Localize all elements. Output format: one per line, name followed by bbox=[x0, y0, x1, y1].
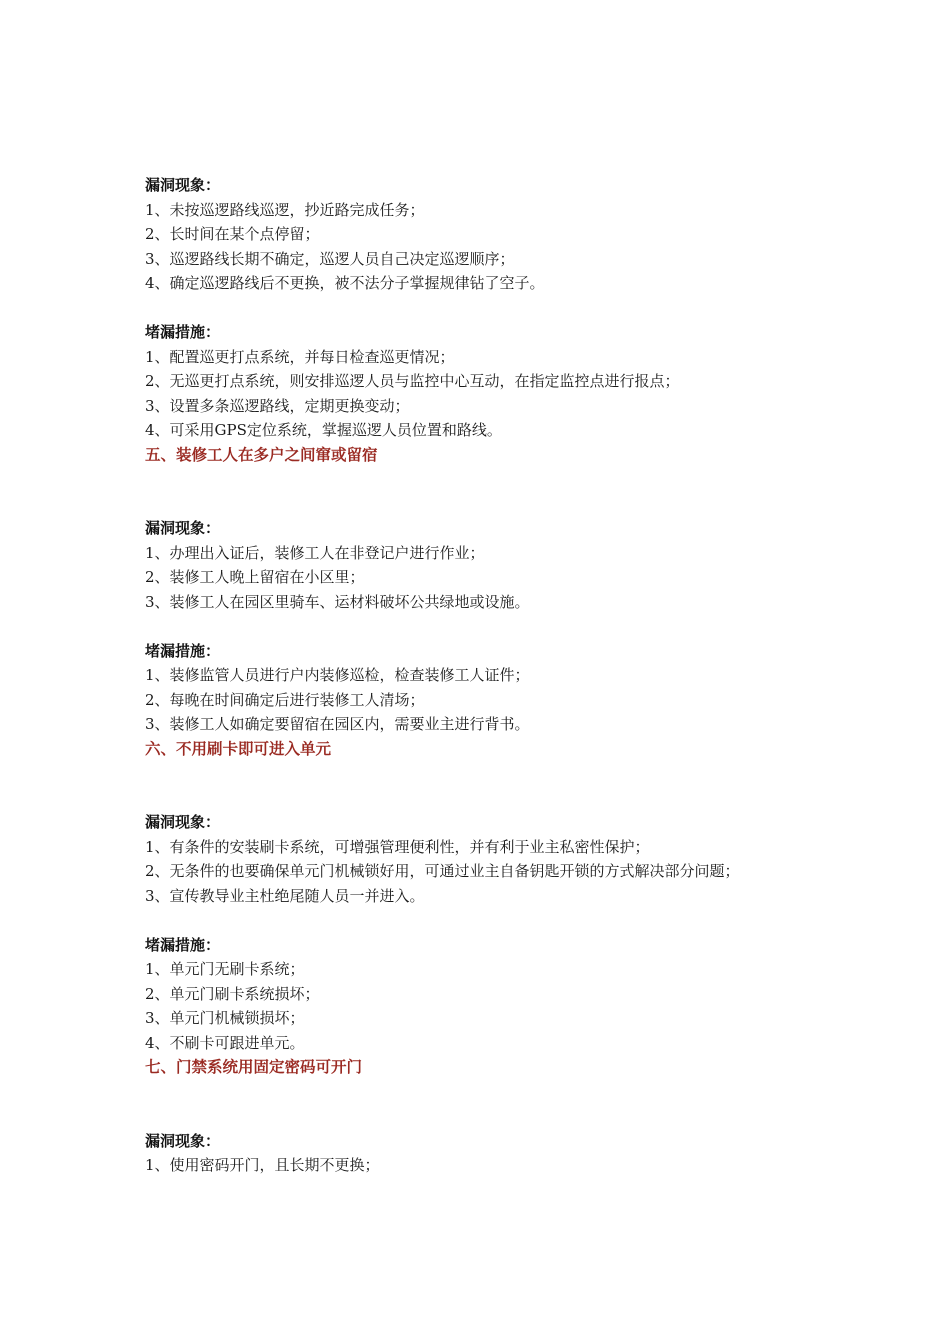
list-item: 4、不刷卡可跟进单元。 bbox=[145, 1033, 305, 1052]
list-item: 2、装修工人晚上留宿在小区里； bbox=[145, 568, 365, 586]
spacer bbox=[145, 761, 825, 810]
list-item: 1、装修监管人员进行户内装修巡检，检查装修工人证件； bbox=[145, 666, 530, 684]
spacer bbox=[145, 467, 825, 516]
list-item: 4、可采用GPS定位系统，掌握巡逻人员位置和路线。 bbox=[145, 421, 502, 439]
list-item: 2、单元门刷卡系统损坏； bbox=[145, 984, 320, 1003]
section-heading: 六、不用刷卡即可进入单元 bbox=[145, 739, 332, 758]
phenomenon-label: 漏洞现象： bbox=[145, 176, 221, 194]
list-item: 1、有条件的安装刷卡系统，可增强管理便利性，并有利于业主私密性保护； bbox=[145, 837, 650, 856]
list-item: 3、设置多条巡逻路线，定期更换变动； bbox=[145, 396, 410, 415]
phenomenon-label: 漏洞现象： bbox=[145, 813, 221, 831]
measures-label: 堵漏措施： bbox=[145, 935, 221, 954]
phenomenon-label: 漏洞现象： bbox=[145, 1131, 221, 1150]
list-item: 1、未按巡逻路线巡逻，抄近路完成任务； bbox=[145, 200, 425, 219]
section-5 bbox=[145, 443, 825, 737]
measures-label: 堵漏措施： bbox=[145, 323, 221, 341]
list-item: 3、装修工人在园区里骑车、运材料破坏公共绿地或设施。 bbox=[145, 592, 530, 611]
list-item: 2、无巡更打点系统，则安排巡逻人员与监控中心互动，在指定监控点进行报点； bbox=[145, 372, 680, 390]
list-item: 3、单元门机械锁损坏； bbox=[145, 1009, 305, 1027]
section-6 bbox=[145, 737, 825, 1056]
list-item: 3、巡逻路线长期不确定，巡逻人员自己决定巡逻顺序； bbox=[145, 249, 515, 268]
list-item: 4、确定巡逻路线后不更换，被不法分子掌握规律钻了空子。 bbox=[145, 274, 545, 292]
document-page bbox=[145, 173, 825, 1178]
section-heading: 五、装修工人在多户之间窜或留宿 bbox=[145, 445, 378, 464]
measures-label: 堵漏措施： bbox=[145, 641, 221, 660]
list-item: 3、宣传教导业主杜绝尾随人员一并进入。 bbox=[145, 886, 425, 905]
section-4 bbox=[145, 173, 825, 443]
list-item: 1、使用密码开门，且长期不更换； bbox=[145, 1156, 380, 1174]
list-item: 1、配置巡更打点系统，并每日检查巡更情况； bbox=[145, 347, 455, 366]
list-item: 2、每晚在时间确定后进行装修工人清场； bbox=[145, 690, 425, 709]
section-7 bbox=[145, 1055, 825, 1178]
spacer bbox=[145, 908, 825, 933]
list-item: 1、办理出入证后，装修工人在非登记户进行作业； bbox=[145, 543, 485, 562]
list-item: 1、单元门无刷卡系统； bbox=[145, 960, 305, 978]
phenomenon-label: 漏洞现象： bbox=[145, 519, 221, 537]
spacer bbox=[145, 296, 825, 321]
list-item: 2、长时间在某个点停留； bbox=[145, 225, 320, 243]
spacer bbox=[145, 1080, 825, 1129]
list-item: 2、无条件的也要确保单元门机械锁好用，可通过业主自备钥匙开锁的方式解决部分问题； bbox=[145, 862, 740, 880]
section-heading: 七、门禁系统用固定密码可开门 bbox=[145, 1058, 363, 1076]
spacer bbox=[145, 614, 825, 639]
list-item: 3、装修工人如确定要留宿在园区内，需要业主进行背书。 bbox=[145, 715, 530, 733]
